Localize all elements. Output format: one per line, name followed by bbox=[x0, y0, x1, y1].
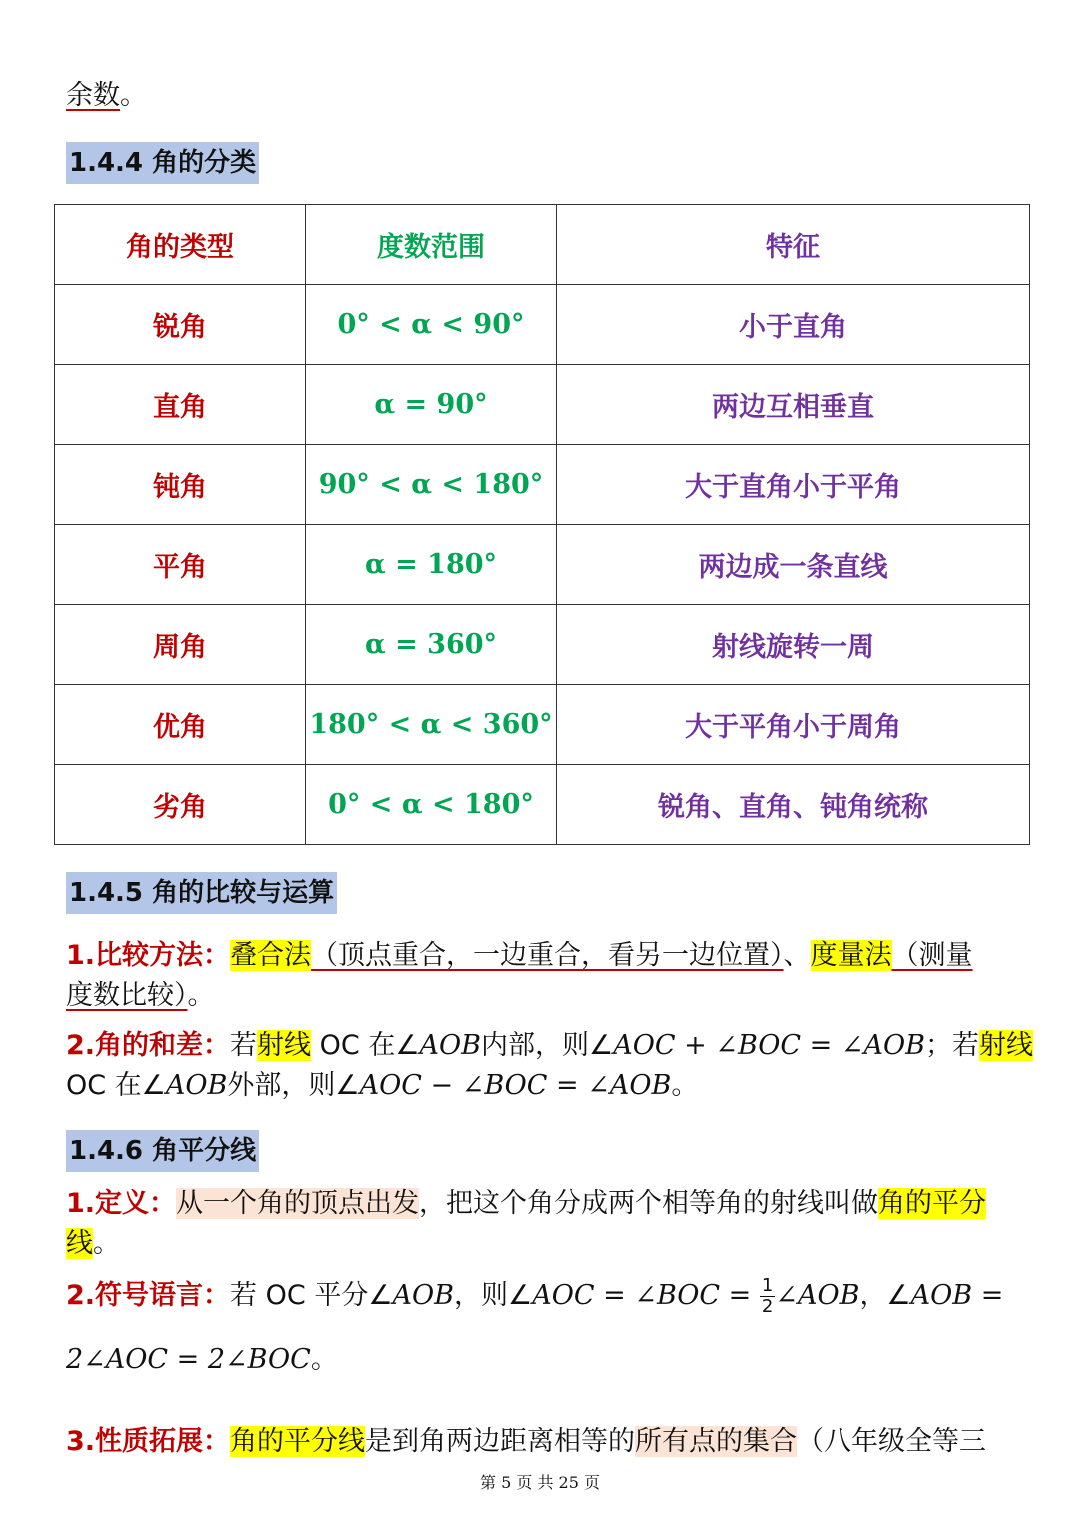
remainder-text: 余数 bbox=[66, 80, 120, 111]
sum-diff-line1 bbox=[66, 1026, 1033, 1066]
degree-range-cell: α = 90° bbox=[306, 365, 557, 445]
feature-cell: 两边成一条直线 bbox=[557, 525, 1030, 605]
angle-classification-table bbox=[54, 204, 1030, 845]
sum-diff-line2 bbox=[66, 1066, 698, 1106]
sum-diff-t3: 内部，则∠ bbox=[481, 1030, 614, 1061]
property-t2: （八年级全等三 bbox=[797, 1426, 987, 1457]
sum-diff-l2-m2: AOC − ∠BOC = ∠AOB bbox=[359, 1070, 672, 1101]
bisector-term-3: 角的平分线 bbox=[230, 1426, 366, 1457]
definition-label: 1.定义： bbox=[66, 1188, 177, 1219]
table-row bbox=[55, 365, 1030, 445]
symbolic-line1 bbox=[66, 1276, 1003, 1317]
property-line bbox=[66, 1422, 986, 1462]
sum-diff-l2-end: 。 bbox=[671, 1070, 699, 1101]
compare-methods-line1 bbox=[66, 936, 973, 976]
symbolic-t1: 若 OC 平分∠ bbox=[230, 1280, 393, 1311]
property-t1: 是到角两边距离相等的 bbox=[365, 1426, 636, 1457]
header-feature: 特征 bbox=[557, 205, 1030, 285]
feature-cell: 小于直角 bbox=[557, 285, 1030, 365]
sum-diff-t2: OC 在∠ bbox=[311, 1030, 420, 1061]
symbolic-label: 2.符号语言： bbox=[66, 1280, 231, 1311]
sum-diff-l2-t1: OC 在∠ bbox=[66, 1070, 166, 1101]
symbolic-line2-math: 2∠AOC = 2∠BOC bbox=[66, 1344, 311, 1375]
degree-range-cell: α = 180° bbox=[306, 525, 557, 605]
table-row bbox=[55, 445, 1030, 525]
header-degree-range: 度数范围 bbox=[306, 205, 557, 285]
bisector-term-1: 角的平分 bbox=[878, 1188, 987, 1219]
table-header-row bbox=[55, 205, 1030, 285]
sum-diff-m1: AOB bbox=[419, 1030, 482, 1061]
definition-text: ，把这个角分成两个相等角的射线叫做 bbox=[419, 1188, 879, 1219]
symbolic-m3: ∠AOB bbox=[775, 1280, 860, 1311]
feature-cell: 大于平角小于周角 bbox=[557, 685, 1030, 765]
table-row bbox=[55, 525, 1030, 605]
angle-type-cell: 锐角 bbox=[55, 285, 306, 365]
symbolic-m2: AOC = ∠BOC = bbox=[532, 1280, 760, 1311]
section-heading-1-4-6: 1.4.6 角平分线 bbox=[66, 1130, 259, 1172]
compare-end: 。 bbox=[187, 980, 215, 1011]
definition-end: 。 bbox=[93, 1228, 120, 1259]
definition-pink: 从一个角的顶点出发 bbox=[176, 1188, 420, 1219]
definition-line1 bbox=[66, 1184, 986, 1224]
header-angle-type: 角的类型 bbox=[55, 205, 306, 285]
feature-cell: 大于直角小于平角 bbox=[557, 445, 1030, 525]
symbolic-t3: ，∠ bbox=[859, 1280, 911, 1311]
symbolic-line2 bbox=[66, 1340, 338, 1380]
method-separator: 、 bbox=[783, 940, 811, 971]
ray-term-2: 射线 bbox=[978, 1030, 1033, 1061]
degree-range-cell: 180° < α < 360° bbox=[306, 685, 557, 765]
fraction-denominator: 2 bbox=[761, 1296, 774, 1317]
table-row bbox=[55, 285, 1030, 365]
angle-type-cell: 优角 bbox=[55, 685, 306, 765]
symbolic-m1: AOB bbox=[392, 1280, 455, 1311]
table-row bbox=[55, 685, 1030, 765]
table-row bbox=[55, 605, 1030, 685]
compare-methods-line2 bbox=[66, 976, 215, 1016]
sum-diff-label: 2.角的和差： bbox=[66, 1030, 231, 1061]
degree-range-cell: α = 360° bbox=[306, 605, 557, 685]
feature-cell: 两边互相垂直 bbox=[557, 365, 1030, 445]
symbolic-m4: AOB = bbox=[910, 1280, 1004, 1311]
angle-type-cell: 劣角 bbox=[55, 765, 306, 845]
page-footer: 第 5 页 共 25 页 bbox=[480, 1473, 600, 1492]
angle-type-cell: 钝角 bbox=[55, 445, 306, 525]
degree-range-cell: 90° < α < 180° bbox=[306, 445, 557, 525]
method-measure-desc-2: 度数比较） bbox=[66, 980, 188, 1011]
table-row bbox=[55, 765, 1030, 845]
bisector-term-2: 线 bbox=[66, 1228, 93, 1259]
angle-type-cell: 直角 bbox=[55, 365, 306, 445]
method-overlap: 叠合法 bbox=[230, 940, 312, 971]
definition-line2 bbox=[66, 1224, 120, 1264]
method-measure-desc-1: （测量 bbox=[891, 940, 973, 971]
property-label: 3.性质拓展： bbox=[66, 1426, 231, 1457]
section-heading-1-4-5: 1.4.5 角的比较与运算 bbox=[66, 872, 337, 914]
method-overlap-desc: （顶点重合，一边重合，看另一边位置） bbox=[311, 940, 784, 971]
angle-type-cell: 周角 bbox=[55, 605, 306, 685]
symbolic-t2: ，则∠ bbox=[454, 1280, 533, 1311]
sum-diff-l2-m1: AOB bbox=[165, 1070, 228, 1101]
feature-cell: 射线旋转一周 bbox=[557, 605, 1030, 685]
degree-range-cell: 0° < α < 180° bbox=[306, 765, 557, 845]
symbolic-line2-end: 。 bbox=[310, 1344, 338, 1375]
sum-diff-t1: 若 bbox=[230, 1030, 258, 1061]
sum-diff-l2-t2: 外部，则∠ bbox=[227, 1070, 360, 1101]
compare-methods-label: 1.比较方法： bbox=[66, 940, 231, 971]
method-measure: 度量法 bbox=[810, 940, 892, 971]
remainder-tail: 。 bbox=[120, 80, 147, 111]
ray-term: 射线 bbox=[257, 1030, 312, 1061]
degree-range-cell: 0° < α < 90° bbox=[306, 285, 557, 365]
sum-diff-t4: ；若 bbox=[924, 1030, 979, 1061]
text-line-remainder bbox=[66, 76, 147, 116]
fraction-one-half bbox=[760, 1276, 775, 1317]
angle-type-cell: 平角 bbox=[55, 525, 306, 605]
feature-cell: 锐角、直角、钝角统称 bbox=[557, 765, 1030, 845]
section-heading-1-4-4: 1.4.4 角的分类 bbox=[66, 142, 259, 184]
property-pink: 所有点的集合 bbox=[635, 1426, 798, 1457]
sum-diff-m2: AOC + ∠BOC = ∠AOB bbox=[613, 1030, 925, 1061]
fraction-numerator: 1 bbox=[761, 1275, 774, 1296]
